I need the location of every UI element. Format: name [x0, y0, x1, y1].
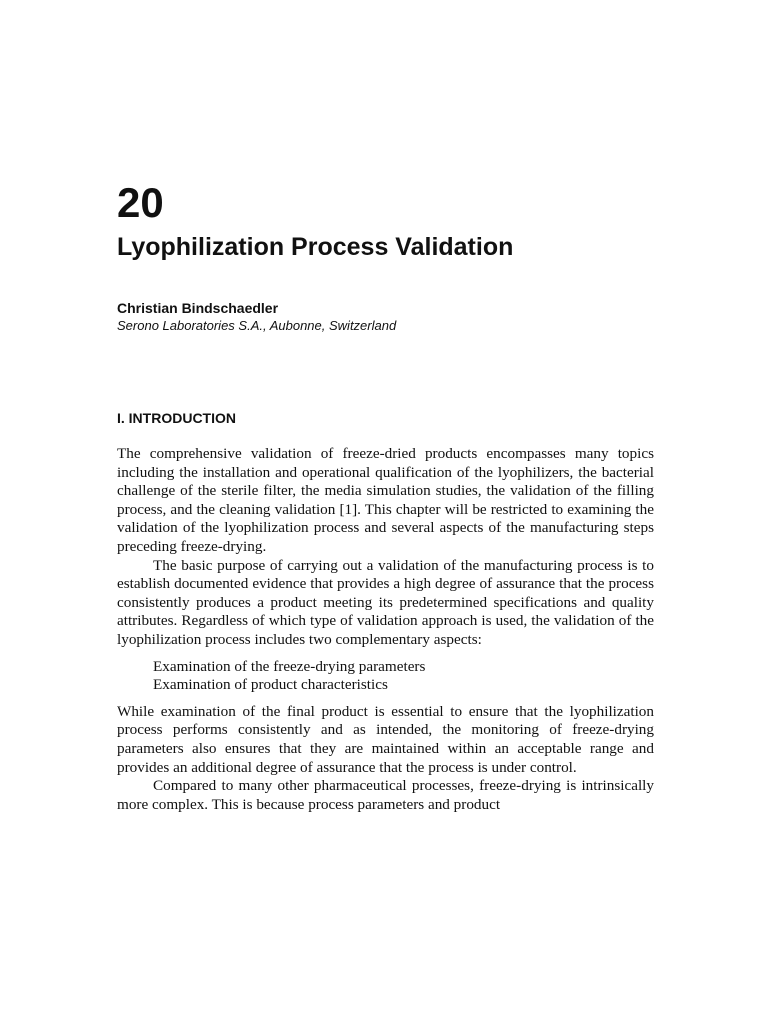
- paragraph-1: The comprehensive validation of freeze-dried products encompasses many topics including the installation and operational qualification of the lyophilizers, the bacterial challenge of the sterile filter, the media simulation studies, the validation of the filling process, and the cleaning validation [1]. This chapter will be restricted to examining the validation of the lyophilization process and several aspects of the manufacturing steps preceding freeze-drying.: [117, 445, 654, 555]
- list-item: Examination of the freeze-drying parameters: [153, 657, 426, 675]
- chapter-number: 20: [117, 179, 164, 226]
- aspects-list: [117, 658, 654, 695]
- list-item: Examination of product characteristics: [153, 676, 388, 694]
- chapter-title: Lyophilization Process Validation: [117, 233, 514, 261]
- paragraph-3: While examination of the final product is essential to ensure that the lyophilization process performs consistently and as intended, the monitoring of freeze-drying parameters also ensures that they are maintained within an acceptable range and provides an additional degree of assurance that the process is under control.: [117, 702, 654, 776]
- paragraph-2: The basic purpose of carrying out a validation of the manufacturing process is to establish documented evidence that provides a high degree of assurance that the process consistently produces a product meeting its predetermined specifications and quality attributes. Regardless of which type of validation approach is used, the validation of the lyophilization process includes two complementary aspects:: [117, 556, 654, 648]
- body-text: [117, 445, 654, 814]
- author-affiliation: Serono Laboratories S.A., Aubonne, Switzerland: [117, 318, 397, 333]
- author-name: Christian Bindschaedler: [117, 300, 279, 316]
- section-heading: I. INTRODUCTION: [117, 410, 236, 426]
- paragraph-4: Compared to many other pharmaceutical processes, freeze-drying is intrinsically more complex. This is because process parameters and product: [117, 777, 654, 813]
